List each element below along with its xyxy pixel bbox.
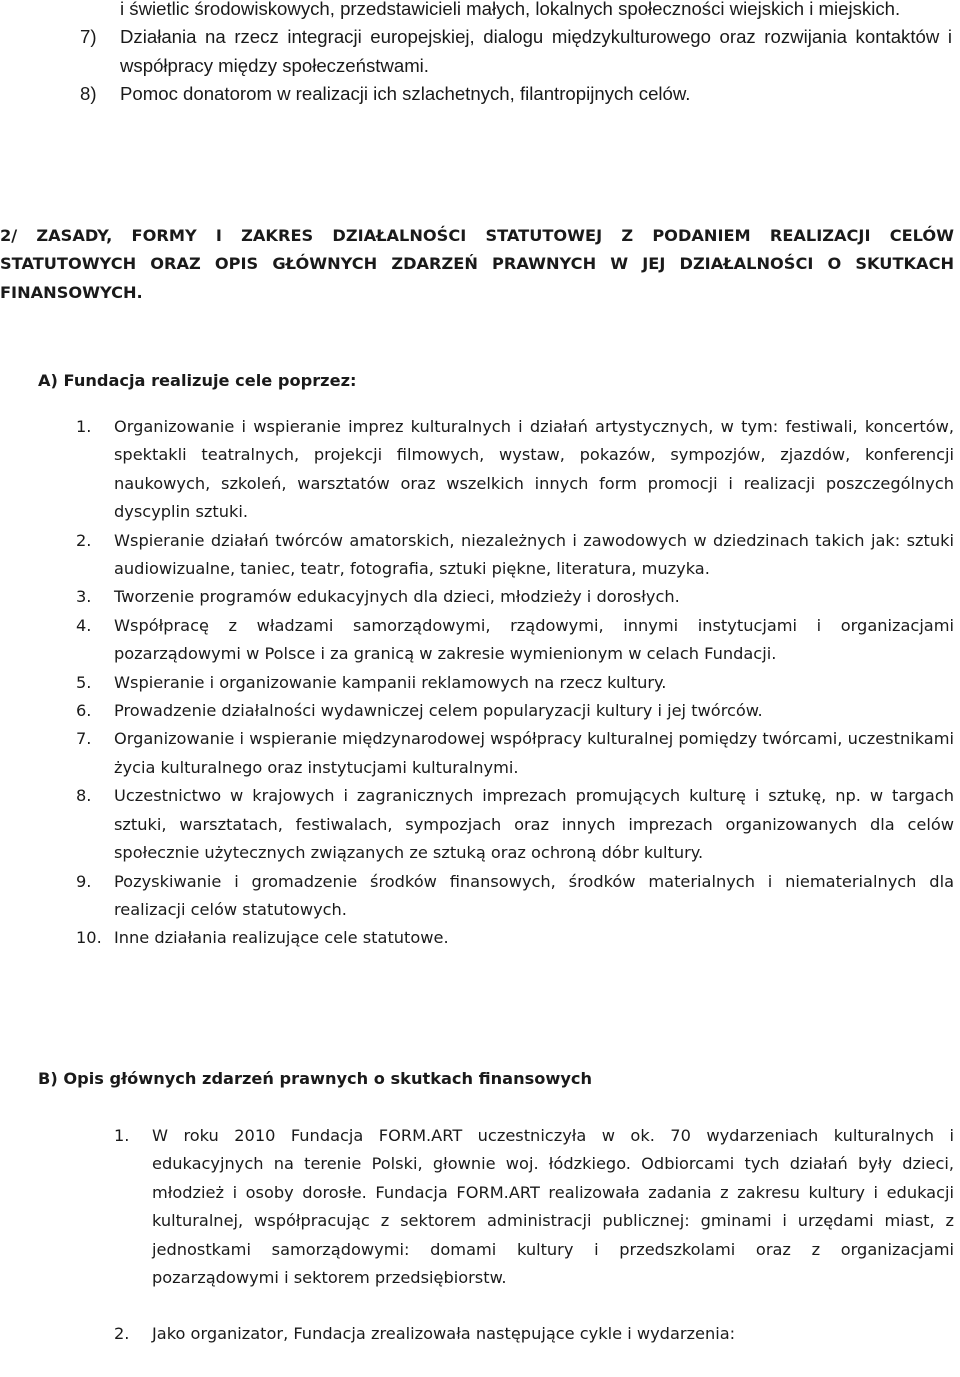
list-item — [0, 697, 960, 725]
item-text: Organizowanie i wspieranie imprez kulturalnych i działań artystycznych, w tym: festiwali, koncertów, spektakli teatralnych, projekcji filmowych, wystaw, pokazów, sympozjów, zjazdów, konferencji naukowych, szkoleń, warsztatów oraz wszelkich innych form promocji i realizacji poszczególnych dyscyplin sztuki. — [114, 417, 954, 522]
list-item — [0, 868, 960, 925]
subsection-heading-b: B) Opis głównych zdarzeń prawnych o skutkach finansowych — [38, 1069, 593, 1088]
list-item — [0, 23, 960, 80]
item-text: Wspieranie działań twórców amatorskich, niezależnych i zawodowych w dziedzinach takich jak: sztuki audiowizualne, taniec, teatr, fotografia, sztuki piękne, literatura, muzyka. — [114, 530, 954, 579]
item-number: 7. — [76, 729, 92, 749]
item-text: W roku 2010 Fundacja FORM.ART uczestniczyła w ok. 70 wydarzeniach kulturalnych i edukacyjnych na terenie Polski, głownie woj. łódzkiego. Odbiorcami tych działań były dzieci, młodzież i osoby dorosłe. Fundacja FORM.ART realizowała zadania z zakresu kultury i edukacji kulturalnej, współpracując z sektorem administracji publicznej: gminami i urzędami miast, z jednostkami samorządowymi: domami kultury i przedszkolami oraz z organizacjami pozarządowymi i sektorem przedsiębiorstw. — [152, 1126, 954, 1288]
item-text: Uczestnictwo w krajowych i zagranicznych imprezach promujących kulturę i sztukę, np. w targach sztuki, warsztatach, festiwalach, sympozjach oraz innych imprezach organizowanych dla celów społecznie użytecznych związanych ze sztuką oraz ochroną dóbr kultury. — [114, 786, 954, 863]
list-item — [0, 612, 960, 669]
item-text: i świetlic środowiskowych, przedstawicieli małych, lokalnych społeczności wiejskich i miejskich. — [120, 0, 901, 19]
item-text: Współpracę z władzami samorządowymi, rządowymi, innymi instytucjami i organizacjami pozarządowymi w Polsce i za granicą w zakresie wymienionym w celach Fundacji. — [114, 615, 954, 664]
list-item — [0, 583, 960, 611]
list-item — [0, 669, 960, 697]
item-number: 8) — [80, 83, 97, 105]
item-number: 6. — [76, 701, 92, 721]
item-text: Wspieranie i organizowanie kampanii reklamowych na rzecz kultury. — [114, 672, 667, 692]
item-text: Prowadzenie działalności wydawniczej celem popularyzacji kultury i jej twórców. — [114, 701, 763, 721]
item-text: Tworzenie programów edukacyjnych dla dzieci, młodzieży i dorosłych. — [114, 587, 680, 607]
list-item — [0, 1122, 960, 1292]
item-text: Działania na rzecz integracji europejskiej, dialogu międzykulturowego oraz rozwijania kontaktów i współpracy między społeczeństwami. — [120, 26, 952, 76]
objectives-list-continued — [0, 0, 960, 109]
legal-events-list — [0, 1122, 960, 1349]
item-text: Organizowanie i wspieranie międzynarodowej współpracy kulturalnej pomiędzy twórcami, uczestnikami życia kulturalnego oraz instytucjami kulturalnymi. — [114, 729, 954, 777]
list-item — [0, 725, 960, 782]
item-number: 1. — [76, 417, 92, 436]
list-item — [0, 782, 960, 867]
item-number: 2. — [114, 1324, 130, 1344]
section-heading: 2/ ZASADY, FORMY I ZAKRES DZIAŁALNOŚCI STATUTOWEJ Z PODANIEM REALIZACJI CELÓW STATUTOWYCH ORAZ OPIS GŁÓWNYCH ZDARZEŃ PRAWNYCH W JEJ DZIAŁALNOŚCI O SKUTKACH FINANSOWYCH. — [0, 226, 954, 302]
list-item — [0, 527, 960, 584]
item-number: 8. — [76, 786, 92, 806]
item-number: 9. — [76, 871, 92, 891]
item-text: Jako organizator, Fundacja zrealizowała następujące cykle i wydarzenia: — [152, 1324, 736, 1344]
list-item — [0, 924, 960, 952]
item-number: 2. — [76, 530, 92, 550]
item-text: Pozyskiwanie i gromadzenie środków finansowych, środków materialnych i niematerialnych dla realizacji celów statutowych. — [114, 871, 954, 919]
item-number: 10. — [76, 928, 102, 948]
subsection-heading-a: A) Fundacja realizuje cele poprzez: — [38, 371, 357, 390]
item-number: 7) — [80, 26, 97, 48]
list-item — [0, 413, 960, 527]
item-number: 4. — [76, 615, 92, 635]
activities-list — [0, 413, 960, 953]
list-item — [0, 80, 960, 108]
item-number: 5. — [76, 672, 92, 692]
item-number: 1. — [114, 1126, 130, 1145]
item-number: 3. — [76, 587, 92, 607]
item-text: Inne działania realizujące cele statutowe. — [114, 928, 449, 948]
list-item — [0, 1320, 960, 1348]
list-item — [0, 0, 960, 23]
item-text: Pomoc donatorom w realizacji ich szlachetnych, filantropijnych celów. — [120, 83, 691, 105]
